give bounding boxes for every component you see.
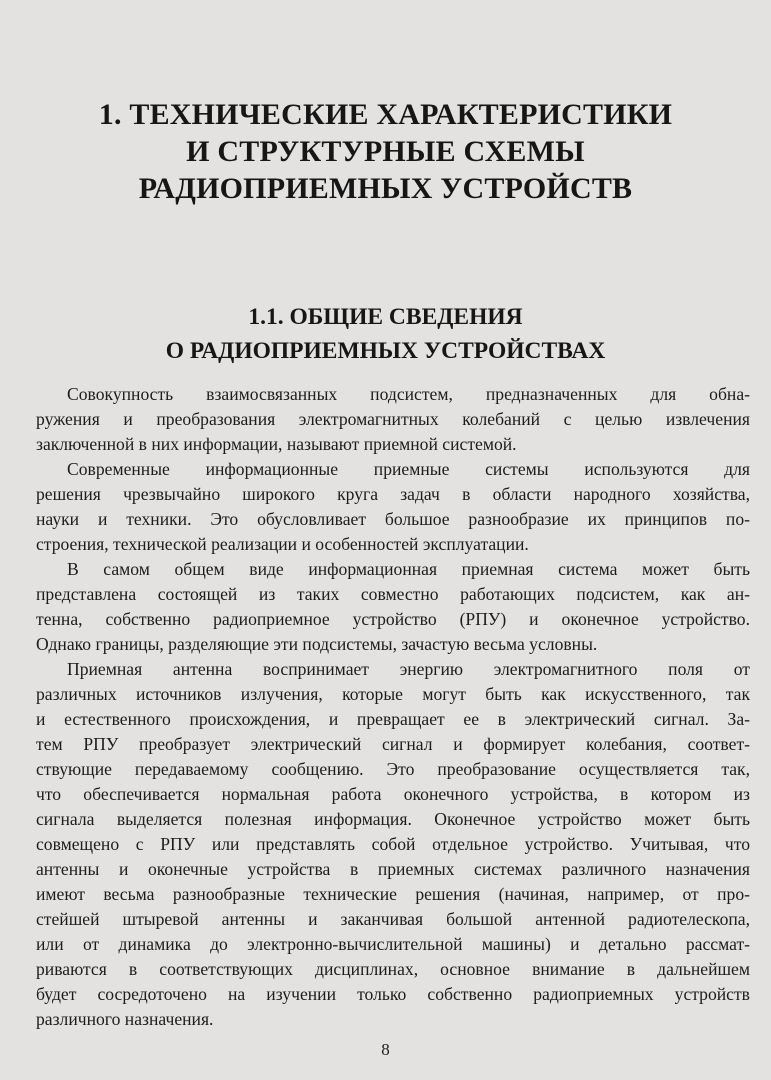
text-line: стейшей штыревой антенны и заканчивая большой антенной радиотелескопа, bbox=[36, 909, 750, 929]
section-title bbox=[0, 300, 771, 368]
text-line: сигнала выделяется полезная информация. Оконечное устройство может быть bbox=[36, 809, 750, 829]
text-line: Современные информационные приемные системы используются для bbox=[67, 459, 750, 479]
chapter-title bbox=[0, 96, 771, 207]
text-line: науки и техники. Это обусловливает большое разнообразие их принципов по- bbox=[36, 509, 750, 529]
text-line: В самом общем виде информационная приемная система может быть bbox=[67, 559, 750, 579]
text-line: ствующие передаваемому сообщению. Это преобразование осуществляется так, bbox=[36, 759, 750, 779]
chapter-title-line: 1. ТЕХНИЧЕСКИЕ ХАРАКТЕРИСТИКИ bbox=[98, 98, 673, 131]
chapter-title-line: И СТРУКТУРНЫЕ СХЕМЫ bbox=[186, 135, 585, 168]
text-line: заключенной в них информации, называют приемной системой. bbox=[36, 434, 517, 454]
text-line: решения чрезвычайно широкого круга задач в области народного хозяйства, bbox=[36, 484, 750, 504]
text-line: представлена состоящей из таких совместно работающих подсистем, как ан- bbox=[36, 584, 750, 604]
text-line: что обеспечивается нормальная работа оконечного устройства, в котором из bbox=[36, 784, 750, 804]
text-line: имеют весьма разнообразные технические решения (начиная, например, от про- bbox=[36, 884, 750, 904]
text-line: различного назначения. bbox=[36, 1009, 214, 1029]
body-text bbox=[36, 382, 750, 1032]
text-line: Совокупность взаимосвязанных подсистем, предназначенных для обна- bbox=[67, 384, 750, 404]
text-line: будет сосредоточено на изучении только собственно радиоприемных устройств bbox=[36, 984, 750, 1004]
text-line: или от динамика до электронно-вычислительной машины) и детально рассмат- bbox=[36, 934, 750, 954]
text-line: риваются в соответствующих дисциплинах, основное внимание в дальнейшем bbox=[36, 959, 750, 979]
text-line: тенна, собственно радиоприемное устройство (РПУ) и оконечное устройство. bbox=[36, 609, 750, 629]
text-line: совмещено с РПУ или представлять собой отдельное устройство. Учитывая, что bbox=[36, 834, 750, 854]
page-number: 8 bbox=[381, 1040, 390, 1059]
text-line: ружения и преобразования электромагнитных колебаний с целью извлечения bbox=[36, 409, 750, 429]
text-line: строения, технической реализации и особенностей эксплуатации. bbox=[36, 534, 529, 554]
text-line: тем РПУ преобразует электрический сигнал и формирует колебания, соответ- bbox=[36, 734, 750, 754]
text-line: антенны и оконечные устройства в приемных системах различного назначения bbox=[36, 859, 750, 879]
text-line: различных источников излучения, которые могут быть как искусственного, так bbox=[36, 684, 750, 704]
text-line: и естественного происхождения, и превращает ее в электрический сигнал. За- bbox=[36, 709, 750, 729]
text-line: Однако границы, разделяющие эти подсистемы, зачастую весьма условны. bbox=[36, 634, 598, 654]
section-title-line: 1.1. ОБЩИЕ СВЕДЕНИЯ bbox=[248, 304, 523, 330]
section-title-line: О РАДИОПРИЕМНЫХ УСТРОЙСТВАХ bbox=[165, 338, 606, 364]
text-line: Приемная антенна воспринимает энергию электромагнитного поля от bbox=[67, 659, 750, 679]
chapter-title-line: РАДИОПРИЕМНЫХ УСТРОЙСТВ bbox=[138, 172, 633, 205]
